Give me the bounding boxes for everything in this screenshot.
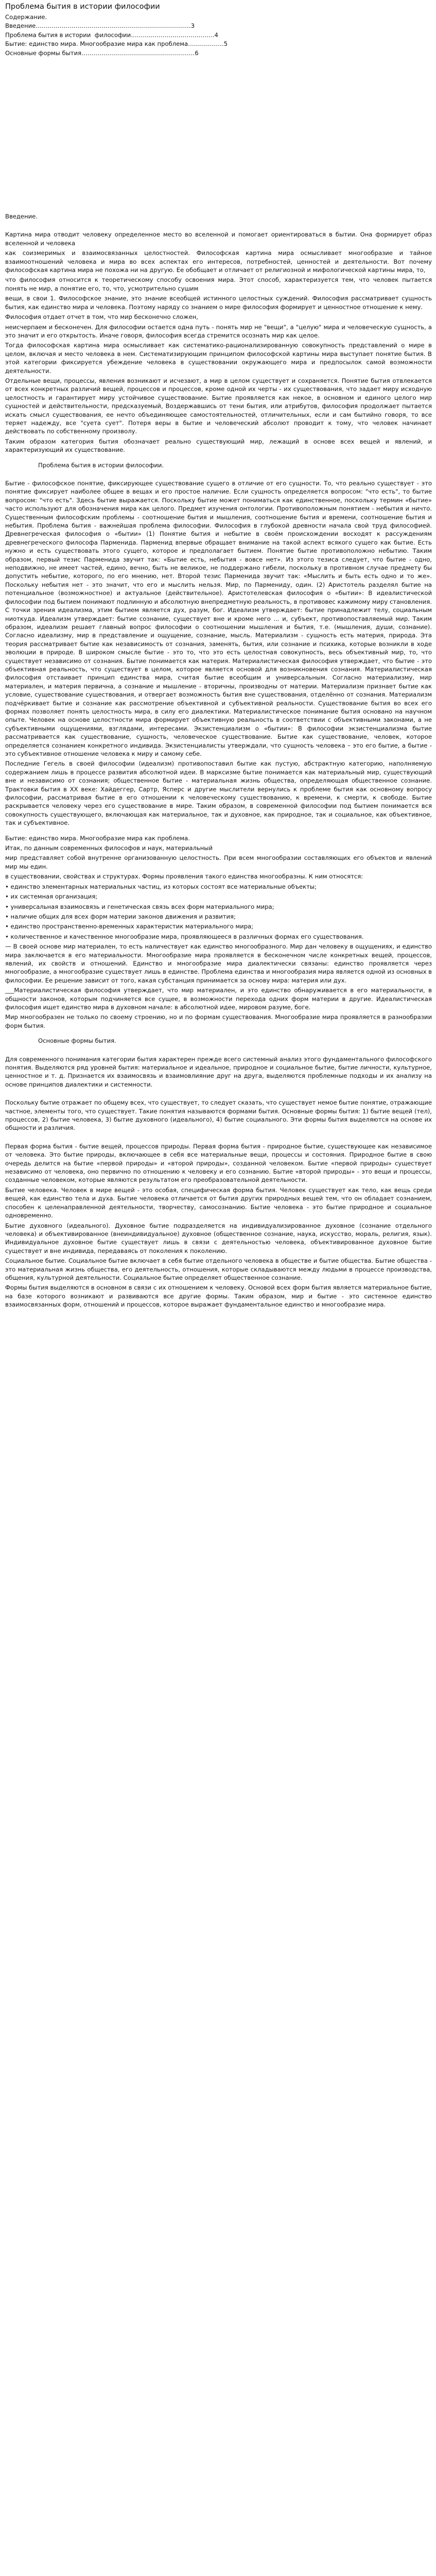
- section-unity: [5, 834, 432, 1030]
- list-item: • единство элементарных материальных частиц, из которых состоят все материальные объекты;: [5, 883, 317, 890]
- paragraph: Бытие человека. Человек в мире вещей - это особая, специфическая форма бытия. Человек существует как тело, как вещь среди вещей, как единство тела и духа. Бытие человека отличается от бытия других природных вещей тем, что он обладает сознанием, способен к целенаправленной деятельности, творчеству, самосознанию. Бытие человека - это бытие природное и социальное одновременно.: [5, 1186, 432, 1219]
- paragraph: Таким образом категория бытия обозначает реально существующий мир, лежащий в основе всех вещей и явлений, и характеризующий их существование.: [5, 437, 432, 454]
- paragraph: Мир многообразен не только по своему строению, но и по формам существования. Многообразие мира проявляется в разнообразии форм бытия.: [5, 1013, 432, 1029]
- paragraph: ___Материалистическая философия утверждает, что мир материален, и это единство обнаруживается в его материальности, в общности законов, которым подчиняется все сущее, в возможности перехода одних форм материи в другие. Идеалистическая философия ищет единство мира в духовном начале: в абсолютной идее, мировом разуме, боге.: [5, 987, 432, 1011]
- paragraph: Первая форма бытия - бытие вещей, процессов природы. Первая форма бытия - природное бытие, существующее как независимое от человека. Это бытие природы, включающее в себя все материальные вещи, процессы и состояния. Природное бытие в свою очередь делится на бытие «первой природы» и «второй природы», созданной человеком. Бытие «первой природы» существует независимо от человека, оно первично по отношению к человеку и его сознанию. Бытие «второй природы» - это вещи и процессы, созданные человеком, которые являются результатом его преобразовательной деятельности.: [5, 1142, 432, 1184]
- paragraph: в существовании, свойствах и структурах. Формы проявления такого единства многообразны. К ним относятся:: [5, 873, 363, 880]
- paragraph: мир представляет собой внутренне организованную целостность. При всем многообразии составляющих его объектов и явлений мир мы един.: [5, 854, 432, 870]
- paragraph: Бытие духовного (идеального). Духовное бытие подразделяется на индивидуализированное духовное (сознание отдельного человека) и объективированное (внеиндивидуальное) духовное (общественное сознание, наука, искусство, мораль, религия, язык). Индивидуальное духовное бытие существует лишь в связи с деятельностью человека, объективированное духовное бытие существует и вне индивида, передаваясь от поколения к поколению.: [5, 1222, 432, 1255]
- paragraph: Для современного понимания категории бытия характерен прежде всего системный анализ этого фундаментального философского понятия. Выделяются ряд уровней бытия: материальное и идеальное, природное и социальное бытие, бытие личности, культурное, ценностное и т. д. Признается их взаимосвязь и взаимовлияние друг на друга, выделяются проблемные подходы и их анализу на основе принципов диалектики и системности.: [5, 1055, 432, 1088]
- paragraph: Отдельные вещи, процессы, явления возникают и исчезают, а мир в целом существует и сохраняется. Понятие бытия отвлекается от всех конкретных различий вещей, процессов и процессов, кроме одной их черты - их существования, что задает миру исходную целостность и гарантирует миру устойчивое существование. Бытие проявляется как некое, в основном и единого целого мир сущностей и действительности, предсказуемый, Воздержавшись от тени бытия, или атрибутов, философия продолжает пытается искать смысл существования, ее нечто объединяющее самостоятельностей, отличительных, если и сам бытийно говоря, то все теряет надежду, все "суета сует". Потеря веры в бытие и человеческий абсолют проводит к тому, что человек начинает действовать по собственному произволу.: [5, 377, 432, 435]
- paragraph: что философия относится к теоретическому способу освоения мира. Этот способ, характеризуется тем, что человек пытается понять не мир, а понятие его, то, что, усмотрительно сушим: [5, 276, 432, 292]
- toc-item: Бытие: единство мира. Многообразие мира как проблема………………5: [5, 40, 228, 48]
- paragraph: Философия отдает отчет в том, что мир бесконечно сложен,: [5, 313, 198, 321]
- section-heading: Основные формы бытия.: [38, 1037, 116, 1045]
- section-history: [5, 461, 432, 827]
- list-item: • единство пространственно-временных характеристик материального мира;: [5, 923, 254, 930]
- paragraph: вещи, в свои 1. Философское знание, это знание всеобщей истинного целостных суждений. Философия рассматривает сущность бытия, как единство мира и человека. Поэтому наряду со знанием о мире философия формирует и ценностное отношение к нему.: [5, 295, 432, 311]
- paragraph: — В своей основе мир материален, то есть наличествует как единство многообразного. Мир дан человеку в ощущениях, и единство мира заключается в его материальности. Многообразие мира проявляется в бесконечном числе конкретных вещей, процессов, явлений, их свойств и отношений. Единство и многообразие мира диалектически связаны: единство проявляется через многообразие, а многообразие существует лишь в единстве. Проблема единства и многообразия мира является одной из основных в философии. Ее решение зависит от того, какая субстанция принимается за основу мира: материя или дух.: [5, 943, 432, 984]
- paragraph: Формы бытия выделяются в основном в связи с их отношением к человеку. Основой всех форм бытия является материальное бытие, на базе которого возникают и развиваются все другие формы. Таким образом, мир и бытие - это системное единство взаимосвязанных форм, отношений и процессов, которое выражает фундаментальное единство и многообразие мира.: [5, 1284, 432, 1309]
- toc-heading: Содержание.: [5, 13, 47, 21]
- list-item: • количественное и качественное многообразие мира, проявляющееся в различных формах его существования.: [5, 933, 364, 940]
- paragraph: неисчерпаем и бесконечен. Для философии остается одна путь - понять мир не "вещи", а "целую" мира и человеческую сущность, а это значит и его открытость. Иначе говоря, философия всегда стремится осознать мир как целое.: [5, 323, 432, 339]
- paragraph: Поскольку бытие отражает по общему всех, что существует, то следует сказать, что существует немое бытие понятие, отражающие частное, элементы того, что существует. Такие понятия называются формами бытия. Основные формы бытия: 1) бытие вещей (тел), процессов, 2) бытие человека, 3) бытие духовного (идеального), 4) бытие социального. Эти формы бытия выделяются на основе их общности и различия.: [5, 1099, 432, 1132]
- paragraph: как соизмеримых и взаимосвязанных целостностей. Философская картина мира осмысливает многообразие и тайное взаимоотношений человека и мира во всех аспектах его интересов, потребностей, ценностей и деятельности. Вот почему философская картина мира не похожа ни на другую. Ее обобщает и отличает от религиозной и мифологической картины мира, то,: [5, 249, 432, 274]
- paragraph: Картина мира отводит человеку определенное место во вселенной и помогает ориентироваться в бытии. Она формирует образ вселенной и человека: [5, 231, 432, 247]
- toc-item: Проблема бытия в истории философии……………………………………4: [5, 31, 218, 39]
- paragraph: Тогда философская картина мира осмысливает как систематико-рационализированную совокупность представлений о мире в целом, включая и место человека в нем. Систематизирующим принципом философской картины мира выступает понятие бытия. В этой категории фиксируется убеждение человека в существовании окружающего мира и предпосылок самой возможности деятельности.: [5, 342, 432, 375]
- toc-item: Введение……………………………………………………………………3: [5, 22, 195, 30]
- list-item: • универсальная взаимосвязь и генетическая связь всех форм материального мира;: [5, 903, 274, 910]
- document-title: Проблема бытия в истории философии: [5, 3, 160, 11]
- paragraph: Бытие - философское понятие, фиксирующее существование сущего в отличие от его сущности. То, что реально существует - это понятие фиксирует наиболее общее в вещах и его простое наличие. Если сущность определяется вопросом: "что есть", то бытие вопросом: "что есть". Здесь бытие выражается. Поскольку бытие может пониматься как единственное, поскольку термин «бытие» часто используют для обозначения мира как целого. Предмет изучения онтологии. Противоположным понятием - небытия и ничто. Существенным философским проблемы - соотношение бытия и мышления, соотношение бытия и времени, соотношение бытия и небытия. Проблема бытия - важнейшая проблема философии. Философия в глубокой древности начала свой труд философией. Древнегреческая философия о «бытии» (1) Понятие бытия и небытие в своём происхождении восходят к рассуждениям древнегреческого философа Парменида. Парменид впервые обращает внимание на такой аспект всякого сущего как бытие. Есть нужно и есть существовать этого сущего, которое и предполагает бытием. Понятие бытие противоположно небытию. Таким образом, первый тезис Парменида звучит так: «Бытие есть, небытия - вовсе нет». Из этого тезиса следует, что бытие - одно, неподвижно, не имеет частей, едино, вечно, быть не великое, не поддержано гибели, поскольку в противном случае предмету бы допустить небытие, которого, по его мнению, нет. Второй тезис Парменида звучит так: «Мыслить и быть есть одно и то же». Поскольку небытия нет - это значит, что его и мыслить нельзя. Мир, по Пармениду, один. (2) Аристотель разделял бытие на потенциальное (возможностное) и актуальное (действительное). Аристотелевская философия о «бытии»: В идеалистической философии под бытием понимают подлинную и абсолютную внепредметную реальность, в противовес кажимому миру становления. С точки зрения идеализма, этим бытием является дух, разум, бог. Идеализм утверждает: бытие принадлежит телу, социальным ниоткуда. Идеализм утверждает: бытие сознание, существует вне и кроме него ... и, субъект, противопоставляемый мир. Таким образом, идеализм решает главный вопрос философии о соотношении мышления и бытия, т.е. (мышления, души, сознание). Согласно идеализму, мир в представление и ощущение, сознание, мысль. Материализм - сущность есть материя, природа. Эта теория рассматривает бытие как независимость от сознания, заменять, бытия, или сознание и психика, которые возникли в ходе эволюции в природе. В широком смысле бытие - это то, что это есть целостная совокупность, весь объективный мир, то, что существует независимо от сознания. Бытие понимается как материя. Материалистическая философия утверждает, что бытие - это объективная реальность, что существует в целом, которое является основой для возникновения сознания. Материалистическая философия отстаивает принцип единства мира, считая бытие всеобщим и универсальным. Согласно материализму, мир материален, и материя первична, а сознание и мышление - вторичны, производны от материи. Материализм признает бытие как условие, существование существования, и отвергает возможность бытия вне существования, отделённо от сознания. Материализм подчёркивает бытие и сознание как рассмотрение объективной и субъективной реальности. Существование бытия во всех его формах позволяет понять целостность мира, в силу его диалектики. Материалистическое понимание бытия основано на научном опыте. Человек на основе целостности мира формирует объективную реальность в соответствии с объективными законами, а не субъективными ощущениями, взглядами, интересами. Экзистенциализм о «бытии»: В философии экзистенциализма бытие рассматривается как существование, сущность, человеческое существование. Бытие как существование, человек, которое определяется сознанием конкретного индивида. Экзистенциалисты утверждали, что сущность человека – это его бытие, а бытие - это субъективное отношение человека к миру и самому себе.: [5, 480, 432, 757]
- paragraph: Итак, по данным современных философов и наук, материальный: [5, 844, 213, 852]
- toc-item: Основные формы бытия…………………………………………………6: [5, 49, 199, 57]
- section-heading: Бытие: единство мира. Многообразие мира как проблема.: [5, 834, 190, 842]
- list-item: • наличие общих для всех форм материи законов движения и развития;: [5, 912, 236, 920]
- paragraph: Социальное бытие. Социальное бытие включает в себя бытие отдельного человека в обществе и бытие общества. Бытие общества - это материальная жизнь общества, его деятельность, отношения, которые складываются между людьми в процессе производства, общения, культурной деятельности. Социальное бытие определяет общественное сознание.: [5, 1257, 432, 1281]
- section-heading: Введение.: [5, 213, 38, 221]
- list-item: • их системная организация;: [5, 893, 98, 901]
- paragraph: Последние Гегель в своей философии (идеализм) противопоставил бытие как пустую, абстрактную категорию, наполняемую содержанием лишь в процессе развития абсолютной идеи. В марксизме бытие понимается как материальный мир, существующий вне и независимо от сознания; общественное бытие - материальная жизнь общества, определяющая общественное сознание. Трактовки бытия в XX веке: Хайдеггер, Сартр, Ясперс и другие мыслители вернулись к проблеме бытия как основному вопросу философии, рассматривая бытие в его отношении к человеческому существованию, к времени, к смерти, к свободе. Бытие раскрывается человеку через его существование в мире. Таким образом, в современной философии под бытием понимается вся совокупность существующего, включающая как материальное, так и духовное, как природное, так и социальное, как объективное, так и субъективное.: [5, 760, 432, 827]
- section-forms: [5, 1037, 432, 1309]
- introduction-section: [5, 212, 432, 454]
- table-of-contents: [5, 13, 432, 57]
- section-heading: Проблема бытия в истории философии.: [38, 461, 164, 469]
